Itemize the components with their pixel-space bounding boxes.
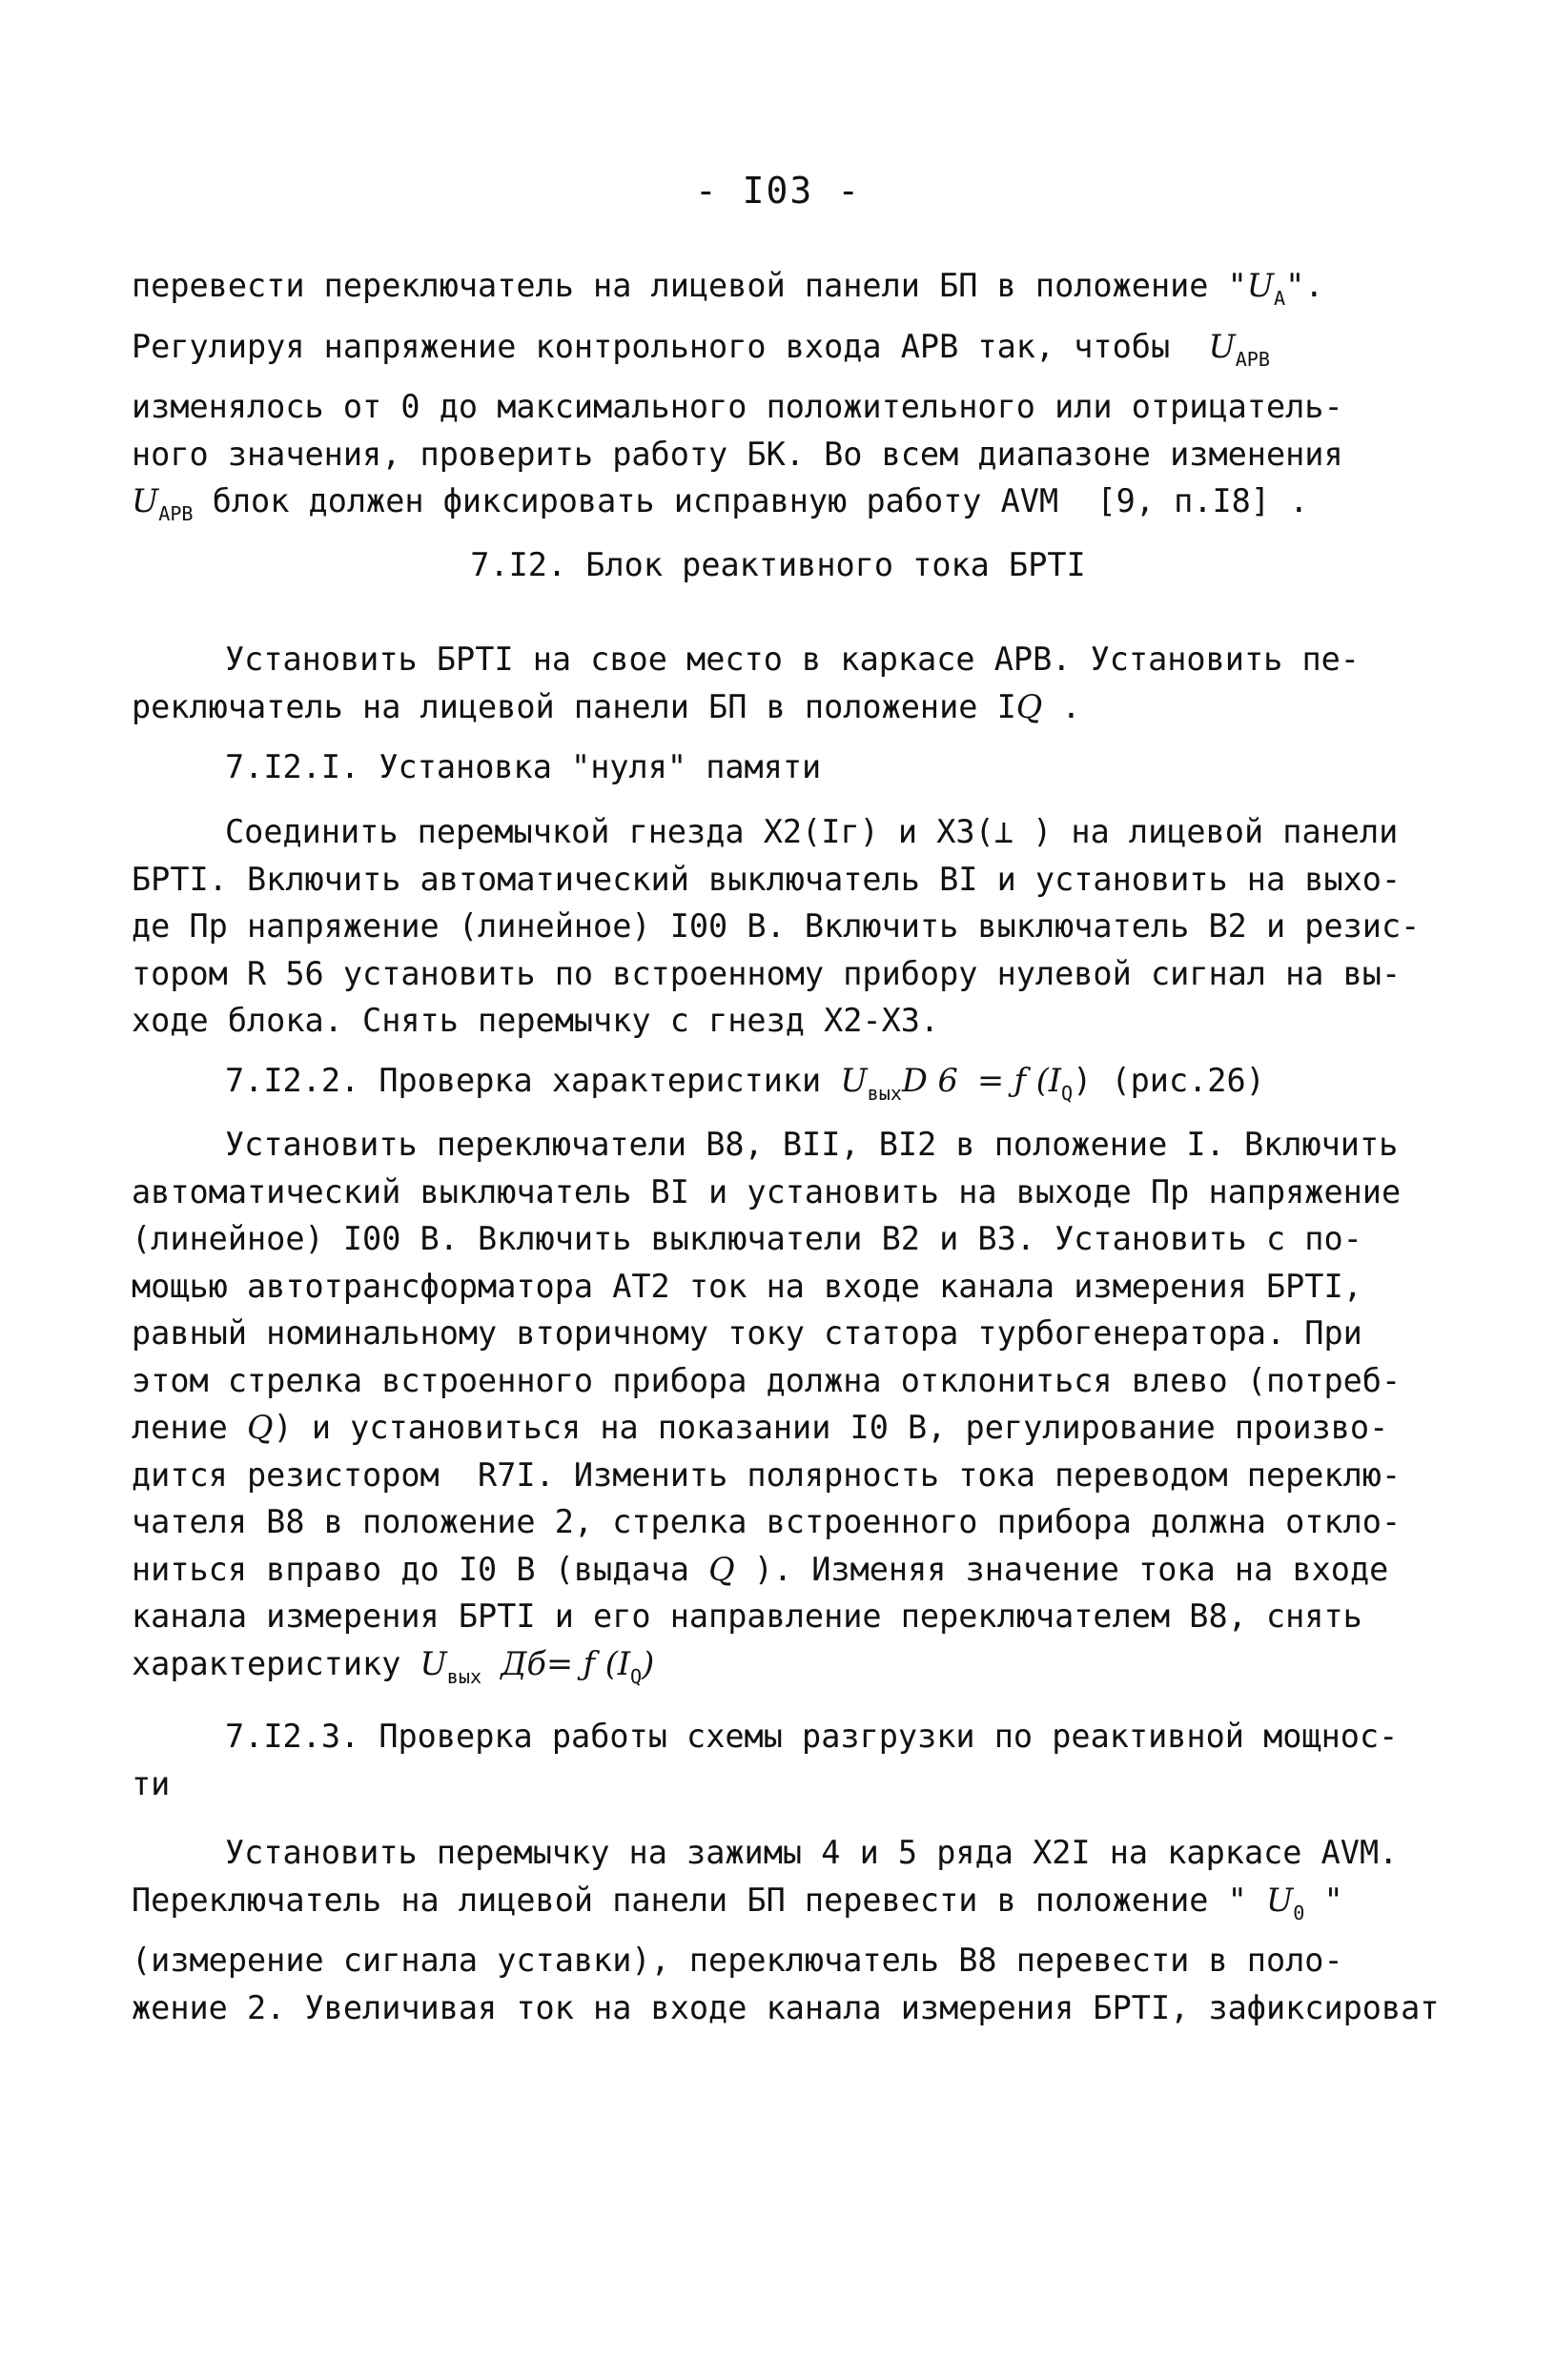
text-line: ного значения, проверить работу БК. Во всем диапазоне изменения <box>132 435 1343 473</box>
text-line: Переключатель на лицевой панели БП перевести в положение " $U_0$ " <box>132 1881 1343 1924</box>
symbol-u: U <box>1246 267 1275 304</box>
subscript-apb: АРВ <box>1235 347 1270 371</box>
text-line: де Пр напряжение (линейное) I00 В. Включить выключатель В2 и резис- <box>132 907 1421 945</box>
text-line: жение 2. Увеличивая ток на входе канала измерения БРТI, зафиксироват <box>132 1988 1440 2026</box>
paragraph-5 <box>132 1829 1440 2031</box>
text-line: Установить перемычку на зажимы 4 и 5 ряда X2I на каркасе AVM. <box>225 1834 1399 1871</box>
reference: [9, п.I8] <box>1096 482 1271 520</box>
subsection-heading-7-12-3: 7.I2.3. Проверка работы схемы разгрузки по реактивной мощнос- ти <box>132 1718 1399 1802</box>
text-line: перевести переключатель на лицевой панели БП в положение "$U_А$". <box>132 267 1324 311</box>
text-line: Установить БРТI на свое место в каркасе АРВ. Установить пе- <box>225 641 1360 678</box>
text-line: тором R 56 установить по встроенному прибору нулевой сигнал на вы- <box>132 954 1402 992</box>
text-line: канала измерения БРТI и его направление переключателем В8, снять <box>132 1597 1362 1635</box>
text-line: ниться вправо до I0 В (выдача Q ). Изменяя значение тока на входе <box>132 1550 1389 1588</box>
text-line: Регулируя напряжение контрольного входа АРВ так, чтобы $U_{АРВ}$ <box>132 327 1270 371</box>
text-line: автоматический выключатель BI и установить на выходе Пр напряжение <box>132 1172 1402 1210</box>
text-line: ление Q) и установиться на показании I0 В, регулирование произво- <box>132 1409 1389 1446</box>
subsection-heading-7-12-1: 7.I2.I. Установка "нуля" памяти <box>225 748 822 785</box>
text-line: БРТI. Включить автоматический выключатель BI и установить на выхо- <box>132 860 1402 898</box>
text-line: этом стрелка встроенного прибора должна отклониться влево (потреб- <box>132 1361 1402 1399</box>
text-line: дится резистором R7I. Изменить полярность тока переводом переклю- <box>132 1455 1402 1494</box>
subscript-apb: АРВ <box>158 502 194 526</box>
symbol-q: Q <box>1015 687 1043 725</box>
text-line: Установить переключатели В8, BII, BI2 в положение I. Включить <box>225 1126 1399 1163</box>
text-line: чателя В8 в положение 2, стрелка встроенного прибора должна откло- <box>132 1503 1402 1540</box>
symbol-u: U <box>1208 327 1236 365</box>
text-line: реключатель на лицевой панели БП в положение IQ . <box>132 687 1081 725</box>
text-line: (линейное) I00 В. Включить выключатели В2 и В3. Установить с по- <box>132 1220 1362 1257</box>
paragraph-4 <box>132 1121 1409 1700</box>
text-line: Соединить перемычкой гнезда X2(Iг) и X3(⊥ ) на лицевой панели <box>225 813 1399 850</box>
subsection-heading-7-12-2: 7.I2.2. Проверка характеристики $U_{вых}D$ 6 = ƒ $(I_Q)$ (рис.26) <box>225 1062 1265 1106</box>
text-line: равный номинальному вторичному току статора турбогенератора. При <box>132 1314 1362 1352</box>
text-line: характеристику $U_{вых}$ Дб= ƒ $(I_Q)$ <box>132 1644 655 1688</box>
text-line: изменялось от 0 до максимального положительного или отрицатель- <box>132 388 1343 426</box>
paragraph-2 <box>132 636 1409 730</box>
subscript-a: А <box>1274 287 1286 311</box>
text-line: $U_{АРВ}$ блок должен фиксировать исправную работу AVM [9, п.I8] . <box>132 482 1309 526</box>
section-heading-7-12: 7.I2. Блок реактивного тока БРТI <box>470 546 1086 583</box>
text-line: (измерение сигнала уставки), переключатель В8 перевести в поло- <box>132 1942 1343 1980</box>
text-line: ходе блока. Снять перемычку с гнезд X2-X3. <box>132 1002 940 1039</box>
paragraph-1 <box>132 262 1409 539</box>
page-number: - I03 - <box>694 170 862 212</box>
symbol-u: U <box>132 482 159 520</box>
paragraph-3 <box>132 808 1421 1045</box>
text-line: мощью автотрансформатора АТ2 ток на входе канала измерения БРТI, <box>132 1267 1362 1305</box>
symbol-u: U <box>840 1062 868 1099</box>
